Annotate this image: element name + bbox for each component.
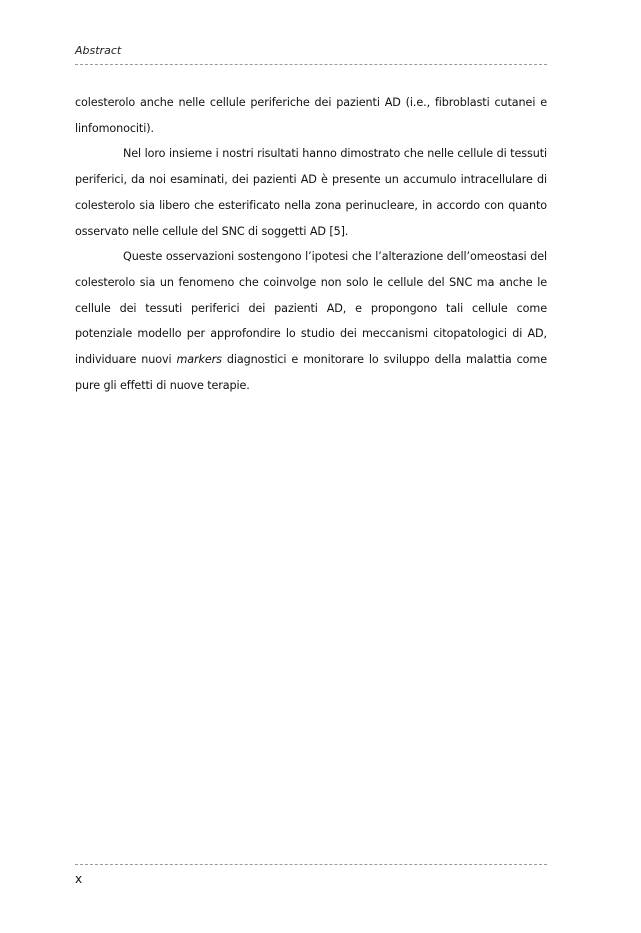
running-header-title: Abstract bbox=[75, 44, 122, 57]
paragraph-3-emphasis: markers bbox=[176, 353, 222, 367]
paragraph-2: Nel loro insieme i nostri risultati hanno dimostrato che nelle cellule di tessuti periferici, da noi esaminati, dei pazienti AD è presente un accumulo intracellulare di colesterolo sia libero che esterificato nella zona perinucleare, in accordo con quanto osservato nelle cellule del SNC di soggetti AD [5]. bbox=[75, 147, 547, 238]
paragraph-3 bbox=[75, 244, 547, 398]
abstract-body bbox=[75, 90, 547, 398]
paragraph-3-text-end: diagnostici e monitorare lo sviluppo della malattia come pure gli effetti di nuove terapie. bbox=[75, 353, 547, 392]
paragraph-1: colesterolo anche nelle cellule periferiche dei pazienti AD (i.e., fibroblasti cutanei e linfomonociti). bbox=[75, 96, 547, 135]
footer-divider bbox=[75, 864, 547, 865]
paragraph-3-text-start: Queste osservazioni sostengono l’ipotesi che l’alterazione dell’omeostasi del colesterolo sia un fenomeno che coinvolge non solo le cellule del SNC ma anche le cellule dei tessuti periferici dei pazienti AD, e propongono tali cellule come potenziale modello per approfondire lo studio dei meccanismi citopatologici di AD, individuare nuovi bbox=[75, 250, 547, 367]
page-number: x bbox=[75, 872, 83, 886]
header-divider bbox=[75, 64, 547, 65]
